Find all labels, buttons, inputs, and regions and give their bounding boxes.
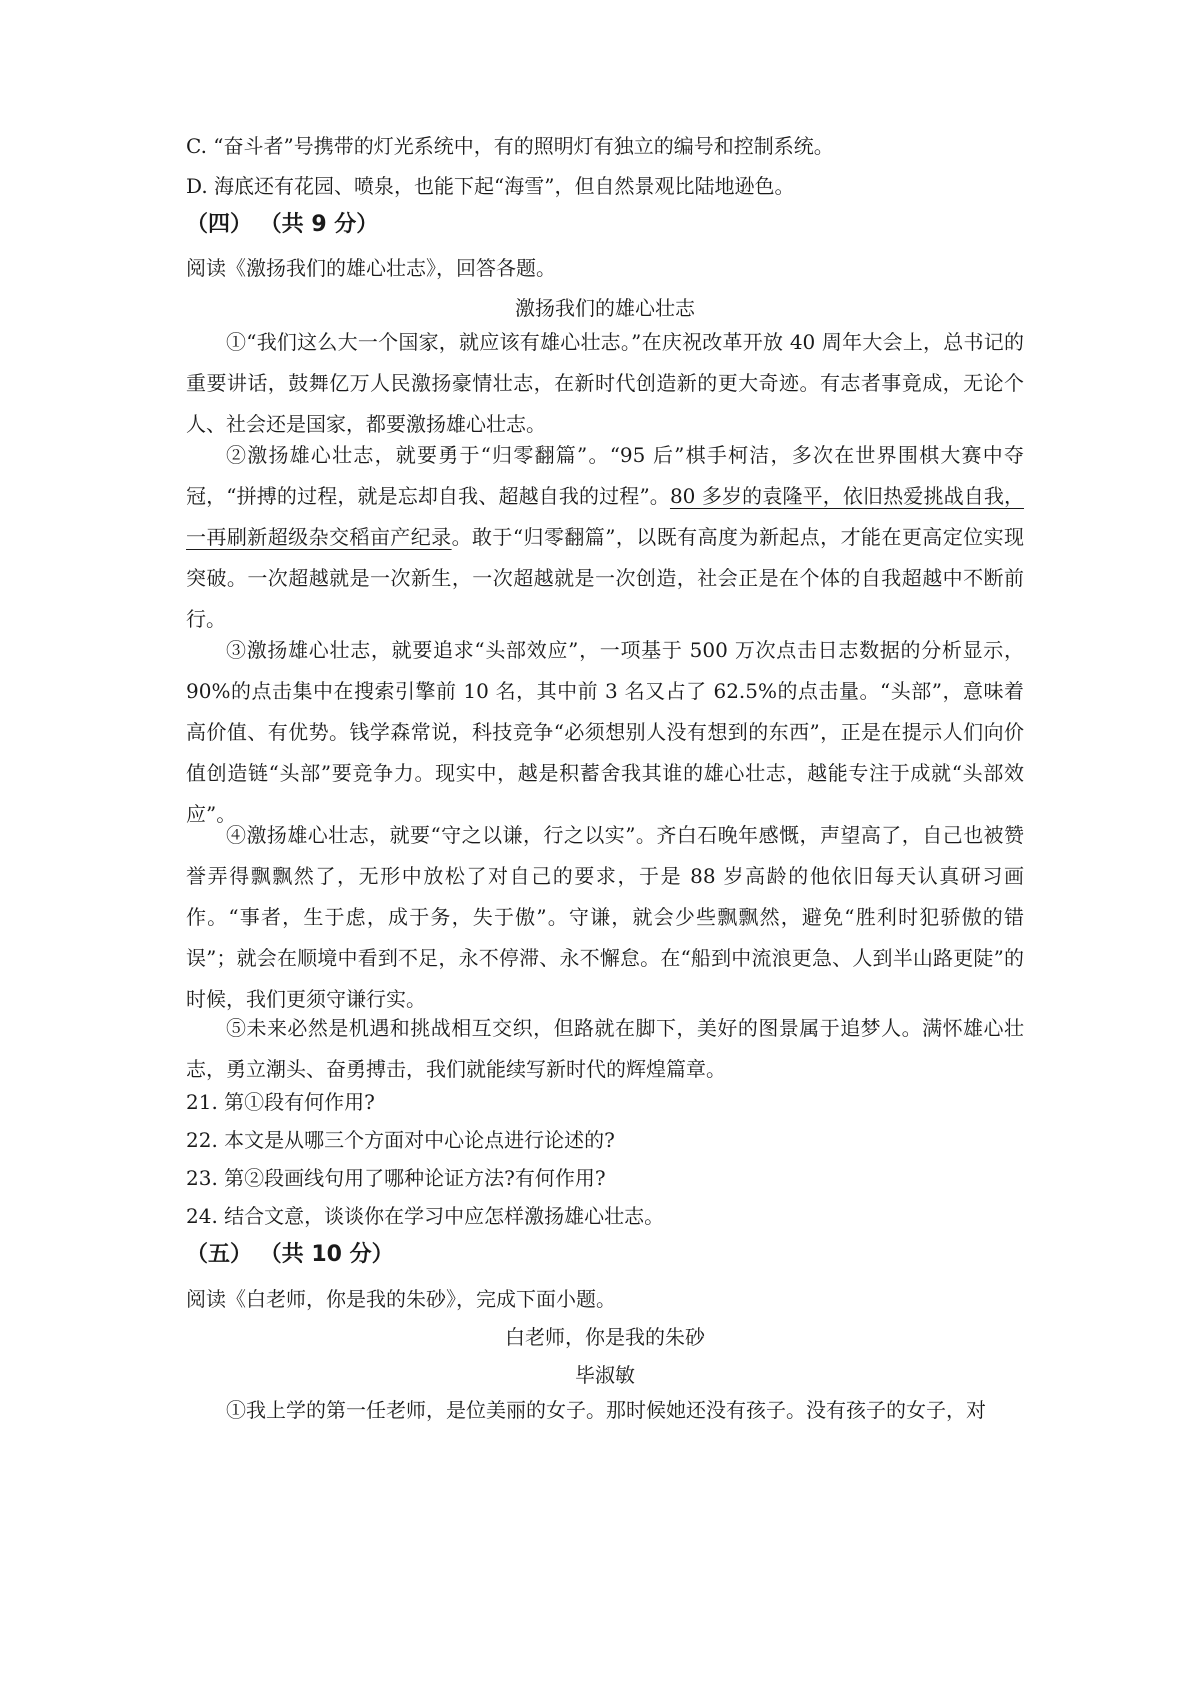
section-4-heading: （四） （共 9 分） bbox=[186, 212, 379, 237]
paragraph-2 bbox=[186, 435, 1024, 640]
question-22: 22. 本文是从哪三个方面对中心论点进行论述的? bbox=[186, 1128, 615, 1152]
paragraph-3: ③激扬雄心壮志，就要追求“头部效应”，一项基于 500 万次点击日志数据的分析显示，90%的点击集中在搜索引擎前 10 名，其中前 3 名又占了 62.5%的点击量。“头部”，意味着高价值、有优势。钱学森常说，科技竞争“必须想别人没有想到的东西”，正是在提示人们向价值创造链“头部”要竞争力。现实中，越是积蓄舍我其谁的雄心壮志，越能专注于成就“头部效应”。 bbox=[186, 638, 1024, 826]
question-21: 21. 第①段有何作用? bbox=[186, 1090, 375, 1114]
section-5-heading: （五） （共 10 分） bbox=[186, 1242, 394, 1267]
article-title: 激扬我们的雄心壮志 bbox=[515, 296, 695, 320]
paragraph-4: ④激扬雄心壮志，就要“守之以谦，行之以实”。齐白石晚年感慨，声望高了，自己也被赞誉弄得飘飘然了，无形中放松了对自己的要求，于是 88 岁高龄的他依旧每天认真研习画作。“事者，生于虑，成于务，失于傲”。守谦，就会少些飘飘然，避免“胜利时犯骄傲的错误”；就会在顺境中看到不足，永不停滞、永不懈怠。在“船到中流浪更急、人到半山路更陡”的时候，我们更须守谦行实。 bbox=[186, 823, 1024, 1011]
paragraph-5: ⑤未来必然是机遇和挑战相互交织，但路就在脚下，美好的图景属于追梦人。满怀雄心壮志，勇立潮头、奋勇搏击，我们就能续写新时代的辉煌篇章。 bbox=[186, 1016, 1024, 1081]
paragraph-2-text-a: ②激扬雄心壮志，就要勇于“归零翻篇”。“95 后”棋手柯洁，多次在世界围棋大赛中夺冠，“拼搏的过程，就是忘却自我、超越自我的过程”。 bbox=[186, 443, 1024, 508]
option-d: D. 海底还有花园、喷泉，也能下起“海雪”，但自然景观比陆地逊色。 bbox=[186, 174, 795, 198]
question-23: 23. 第②段画线句用了哪种论证方法?有何作用? bbox=[186, 1166, 606, 1190]
option-c: C. “奋斗者”号携带的灯光系统中，有的照明灯有独立的编号和控制系统。 bbox=[186, 134, 834, 158]
section-5-instruction: 阅读《白老师，你是我的朱砂》，完成下面小题。 bbox=[186, 1287, 616, 1311]
question-24: 24. 结合文意，谈谈你在学习中应怎样激扬雄心壮志。 bbox=[186, 1204, 665, 1228]
paragraph-2-text-b: 。敢于“归零翻篇”，以既有高度为新起点，才能在更高定位实现突破。一次超越就是一次新生，一次超越就是一次创造，社会正是在个体的自我超越中不断前行。 bbox=[186, 525, 1025, 631]
story-author: 毕淑敏 bbox=[575, 1363, 635, 1387]
story-title: 白老师，你是我的朱砂 bbox=[505, 1325, 705, 1349]
paragraph-1: ①“我们这么大一个国家，就应该有雄心壮志。”在庆祝改革开放 40 周年大会上，总书记的重要讲话，鼓舞亿万人民激扬豪情壮志，在新时代创造新的更大奇迹。有志者事竟成，无论个人、社会还是国家，都要激扬雄心壮志。 bbox=[186, 330, 1024, 436]
story-paragraph-1: ①我上学的第一任老师，是位美丽的女子。那时候她还没有孩子。没有孩子的女子，对 bbox=[226, 1398, 986, 1422]
section-4-instruction: 阅读《激扬我们的雄心壮志》，回答各题。 bbox=[186, 256, 556, 280]
underlined-sentence: 80 多岁的袁隆平，依旧热爱挑战自我，一再刷新超级杂交稻亩产纪录 bbox=[186, 484, 1024, 549]
